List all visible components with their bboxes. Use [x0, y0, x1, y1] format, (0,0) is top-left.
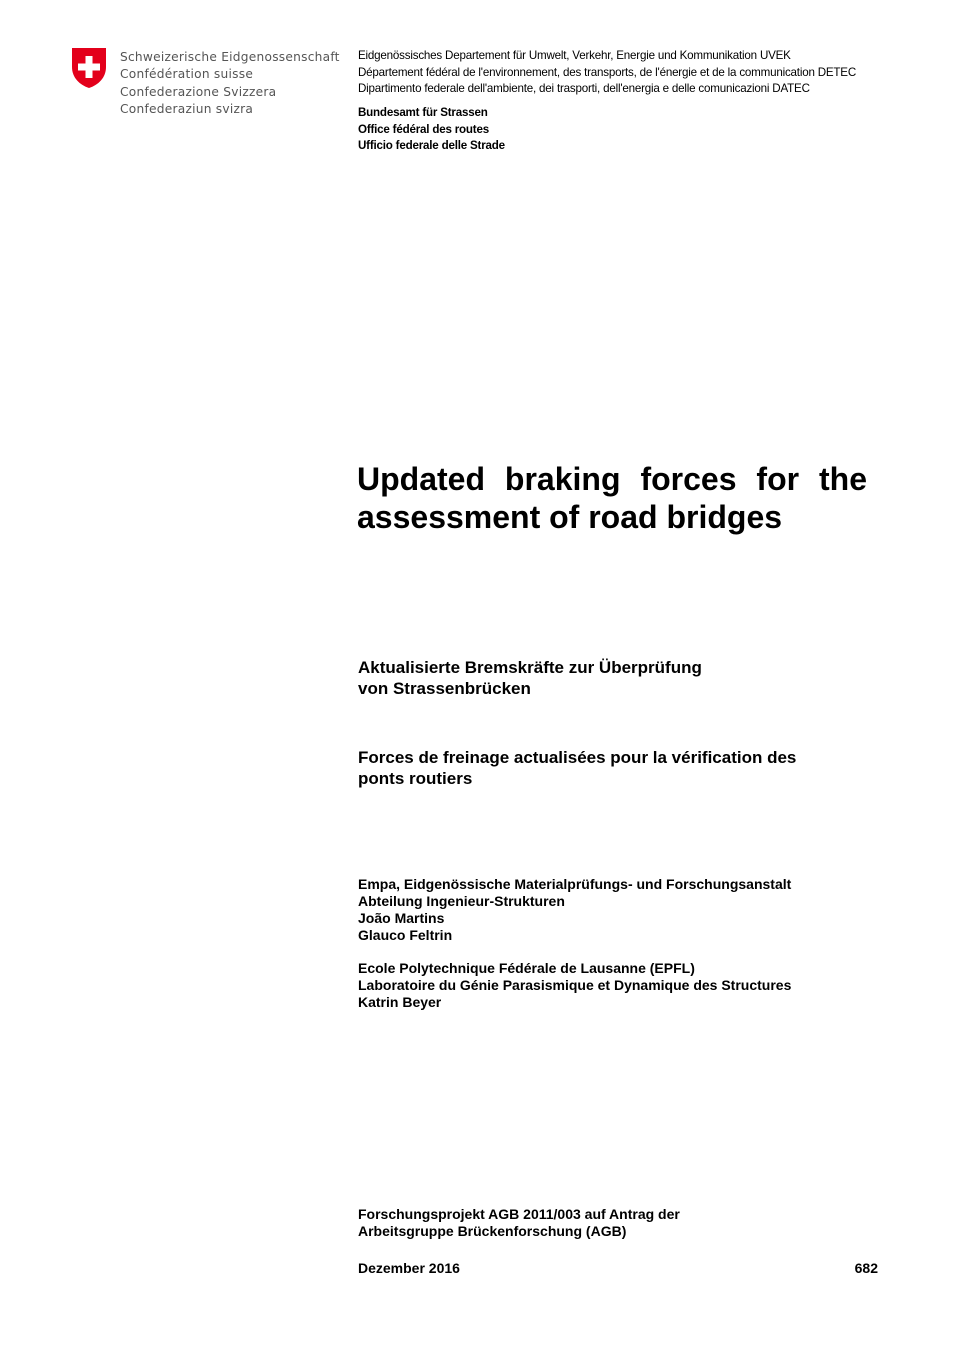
subtitle-german-line-1: Aktualisierte Bremskräfte zur Überprüfung — [358, 658, 702, 677]
subtitle-french-line-1: Forces de freinage actualisées pour la vérification des — [358, 748, 797, 767]
office-block — [358, 105, 505, 155]
confederation-line-it: Confederazione Svizzera — [120, 84, 277, 99]
author-name: João Martins — [358, 910, 445, 926]
project-line-2: Arbeitsgruppe Brückenforschung (AGB) — [358, 1223, 627, 1239]
swiss-crest-icon — [70, 47, 108, 89]
office-line-de: Bundesamt für Strassen — [358, 106, 488, 119]
office-line-fr: Office fédéral des routes — [358, 122, 489, 136]
confederation-wordmark — [120, 49, 340, 119]
publication-date: Dezember 2016 — [358, 1260, 460, 1276]
department-block — [358, 48, 856, 98]
subtitle-french — [358, 748, 796, 789]
department-line-de: Eidgenössisches Departement für Umwelt, Verkehr, Energie und Kommunikation UVEK — [358, 49, 791, 62]
authors-epfl — [358, 960, 791, 1011]
confederation-line-rm: Confederaziun svizra — [120, 102, 254, 117]
epfl-laboratory: Laboratoire du Génie Parasismique et Dynamique des Structures — [358, 977, 792, 993]
epfl-institution: Ecole Polytechnique Fédérale de Lausanne (EPFL) — [358, 960, 695, 976]
report-number: 682 — [854, 1260, 878, 1276]
department-line-it: Dipartimento federale dell'ambiente, dei trasporti, dell'energia e delle comunicazioni DATEC — [358, 82, 810, 96]
empa-institution: Empa, Eidgenössische Materialprüfungs- und Forschungsanstalt — [358, 876, 792, 892]
subtitle-german — [358, 658, 702, 699]
department-line-fr: Département fédéral de l'environnement, des transports, de l'énergie et de la communication DETEC — [358, 65, 856, 79]
author-name: Katrin Beyer — [358, 994, 442, 1010]
subtitle-french-line-2: ponts routiers — [358, 768, 473, 788]
author-name: Glauco Feltrin — [358, 927, 453, 943]
project-info — [358, 1206, 680, 1240]
report-title: Updated braking forces for the assessment of road bridges — [357, 461, 867, 535]
project-line-1: Forschungsprojekt AGB 2011/003 auf Antrag der — [358, 1206, 680, 1222]
empa-department: Abteilung Ingenieur-Strukturen — [358, 893, 565, 909]
authors-empa — [358, 876, 791, 944]
office-line-it: Ufficio federale delle Strade — [358, 139, 505, 153]
confederation-line-fr: Confédération suisse — [120, 67, 254, 82]
subtitle-german-line-2: von Strassenbrücken — [358, 678, 531, 698]
confederation-line-de: Schweizerische Eidgenossenschaft — [120, 50, 340, 64]
